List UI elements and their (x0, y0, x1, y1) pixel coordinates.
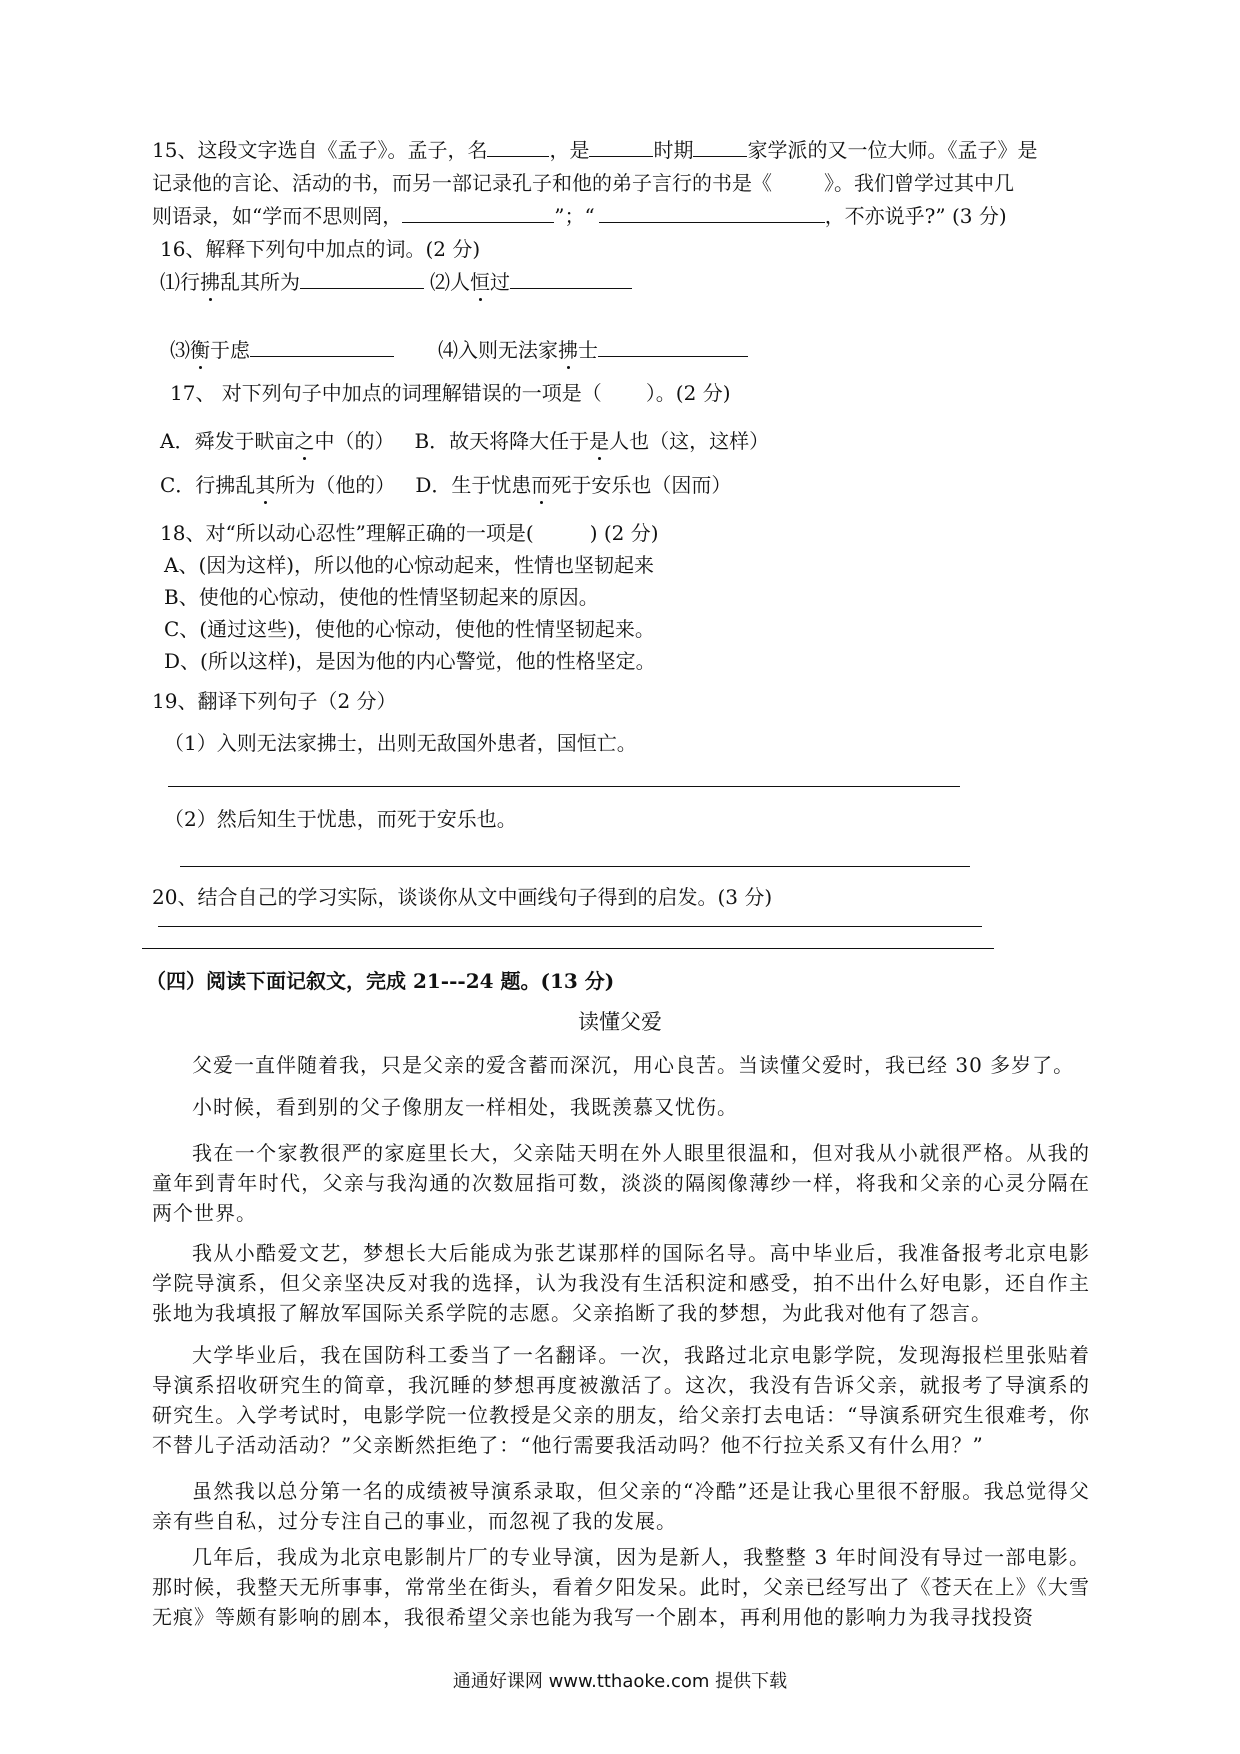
q15-blank-school[interactable] (693, 136, 747, 157)
q18-option-b: B、使他的心惊动，使他的性情坚韧起来的原因。 (164, 585, 599, 609)
q17-option-c: 所为（他的） (275, 473, 396, 497)
article-title: 读懂父爱 (578, 1010, 662, 1034)
q18-title-text: ) (2 分) (589, 521, 659, 545)
q15-text: 》。我们曾学过其中几 (824, 171, 1014, 195)
q16-row-2 (170, 336, 748, 363)
q16-dotted-word: 恒 (470, 270, 490, 294)
article-paragraph: 大学毕业后，我在国防科工委当了一名翻译。一次，我路过北京电影学院，发现海报栏里张贴着导演系招收研究生的简章，我沉睡的梦想再度被激活了。这次，我没有告诉父亲，就报考了导演系的研究生。入学考试时，电影学院一位教授是父亲的朋友，给父亲打去电话：“导演系研究生很难考，你不替儿子活动活动？”父亲断然拒绝了：“他行需要我活动吗？他不行拉关系又有什么用？” (152, 1343, 1090, 1457)
q19-title: 19、翻译下列句子（2 分） (152, 689, 397, 713)
q15-text: ，是 (549, 138, 590, 162)
q16-item-text: ⑷入则无法家 (438, 338, 558, 362)
q17-option-a: A．舜发于畎亩 (160, 429, 295, 453)
q15-text: 15、这段文字选自《孟子》。孟子，名 (152, 138, 488, 162)
q17-dotted-word: 是 (589, 429, 610, 453)
q15-text: ，不亦说乎?” (3 分) (824, 204, 1007, 228)
q17-option-b: B．故天将降大任于 (414, 429, 590, 453)
q16-answer-2[interactable] (510, 268, 632, 289)
q17-dotted-word: 之 (294, 429, 315, 453)
q19-sentence-1: （1）入则无法家拂士，出则无敌国外患者，国恒亡。 (164, 731, 637, 755)
q17-option-d: D．生于忧患 (415, 473, 532, 497)
q16-dotted-word: 拂 (558, 338, 578, 362)
page-footer: 通通好课网 www.tthaoke.com 提供下载 (452, 1671, 788, 1692)
q15-text: 家学派的又一位大师。《孟子》是 (747, 138, 1038, 162)
article-paragraph: 父爱一直伴随着我，只是父亲的爱含蓄而深沉，用心良苦。当读懂父爱时，我已经 30 多岁了。 (192, 1053, 1075, 1077)
q19-answer-line-1[interactable] (168, 786, 960, 787)
q18-option-c: C、(通过这些)，使他的心惊动，使他的性情坚韧起来。 (164, 617, 655, 641)
q20-title: 20、结合自己的学习实际，谈谈你从文中画线句子得到的启发。(3 分) (152, 885, 773, 909)
q15-blank-period[interactable] (589, 136, 653, 157)
q16-answer-4[interactable] (598, 336, 748, 357)
q16-item-text: ⑴行 (160, 270, 200, 294)
q16-dotted-word: 拂 (200, 270, 220, 294)
q20-answer-line-2[interactable] (142, 948, 994, 949)
q15-text: ”；“ (554, 204, 595, 228)
q16-item-text: ⑶ (170, 338, 190, 362)
q18-title (160, 520, 659, 546)
q17-title-text: ）。(2 分) (645, 381, 731, 405)
q16-item-text: ⑵人 (430, 270, 470, 294)
q17-option-a: 中（的） (314, 429, 395, 453)
q17-title (170, 380, 731, 406)
q16-item-text: 乱其所为 (220, 270, 300, 294)
q19-answer-line-2[interactable] (180, 866, 970, 867)
q17-option-d: 死于安乐也（因而） (551, 473, 732, 497)
article-paragraph: 小时候，看到别的父子像朋友一样相处，我既羡慕又忧伤。 (192, 1095, 738, 1119)
q15-line-1 (152, 136, 1037, 163)
q18-option-d: D、(所以这样)，是因为他的内心警觉，他的性格坚定。 (164, 649, 656, 673)
section-heading: （四）阅读下面记叙文，完成 21---24 题。(13 分) (146, 969, 615, 993)
q17-dotted-word: 而 (531, 473, 552, 497)
article-paragraph: 我在一个家教很严的家庭里长大，父亲陆天明在外人眼里很温和，但对我从小就很严格。从我的童年到青年时代，父亲与我沟通的次数屈指可数，淡淡的隔阂像薄纱一样，将我和父亲的心灵分隔在两个世界。 (152, 1141, 1090, 1225)
q16-dotted-word: 衡 (190, 338, 210, 362)
q19-sentence-2: （2）然后知生于忧患，而死于安乐也。 (164, 807, 517, 831)
q18-title-text: 18、对“所以动心忍性”理解正确的一项是( (160, 521, 534, 545)
q15-blank-quote-1[interactable] (402, 202, 554, 223)
q15-line-3 (152, 202, 1007, 229)
q16-answer-1[interactable] (300, 268, 424, 289)
q18-option-a: A、(因为这样)，所以他的心惊动起来，性情也坚韧起来 (164, 553, 655, 577)
q16-answer-3[interactable] (250, 336, 394, 357)
q17-row-ab (160, 428, 769, 454)
q16-item-text: 过 (490, 270, 510, 294)
q15-blank-quote-2[interactable] (599, 202, 825, 223)
q15-text: 记录他的言论、活动的书，而另一部记录孔子和他的弟子言行的书是《 (152, 171, 772, 195)
article-paragraph: 虽然我以总分第一名的成绩被导演系录取，但父亲的“冷酷”还是让我心里很不舒服。我总觉得父亲有些自私，过分专注自己的事业，而忽视了我的发展。 (152, 1479, 1090, 1533)
q15-blank-name[interactable] (487, 136, 549, 157)
q15-line-2 (152, 170, 1014, 196)
q17-option-b: 人也（这，这样） (609, 429, 770, 453)
article-paragraph: 我从小酷爱文艺，梦想长大后能成为张艺谋那样的国际名导。高中毕业后，我准备报考北京电影学院导演系，但父亲坚决反对我的选择，认为我没有生活积淀和感受，拍不出什么好电影，还自作主张地为我填报了解放军国际关系学院的志愿。父亲掐断了我的梦想，为此我对他有了怨言。 (152, 1241, 1090, 1325)
q17-option-c: C．行拂乱 (160, 473, 256, 497)
q16-title: 16、解释下列句中加点的词。(2 分) (160, 237, 481, 261)
article-paragraph: 几年后，我成为北京电影制片厂的专业导演，因为是新人，我整整 3 年时间没有导过一部电影。那时候，我整天无所事事，常常坐在街头，看着夕阳发呆。此时，父亲已经写出了《苍天在上》《大雪无痕》等颇有影响的剧本，我很希望父亲也能为我写一个剧本，再利用他的影响力为我寻找投资 (152, 1545, 1090, 1629)
q17-title-text: 17、 对下列句子中加点的词理解错误的一项是（ (170, 381, 602, 405)
q20-answer-line-1[interactable] (158, 926, 982, 927)
q16-row-1 (160, 268, 632, 295)
q15-text: 则语录，如“学而不思则罔， (152, 204, 403, 228)
q15-text: 时期 (653, 138, 694, 162)
q17-row-cd (160, 472, 731, 498)
q17-dotted-word: 其 (255, 473, 276, 497)
q16-item-text: 士 (578, 338, 598, 362)
q16-item-text: 于虑 (210, 338, 250, 362)
